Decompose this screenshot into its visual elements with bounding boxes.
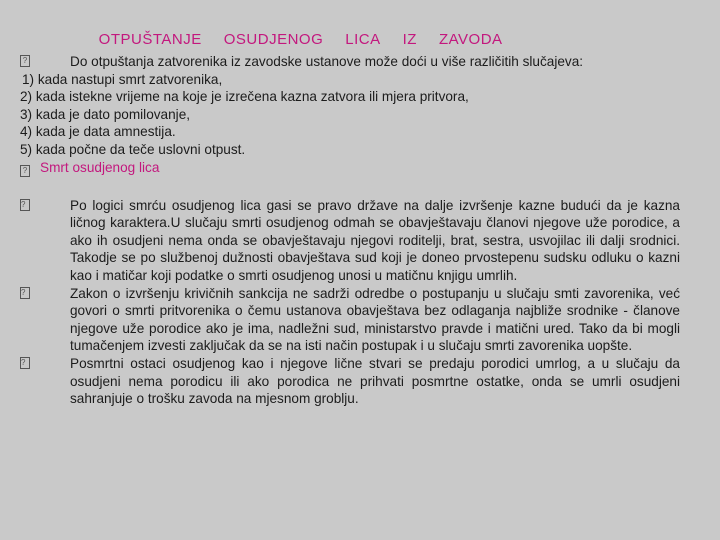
title-word: IZ [402, 31, 417, 48]
case-item: 2) kada istekne vrijeme na koje je izrečena kazna zatvora ili mjera pritvora, [20, 89, 469, 105]
case-item: 3) kada je dato pomilovanje, [20, 106, 191, 122]
intro-text: Do otpuštanja zatvorenika iz zavodske ustanove može doći u više različitih slučajeva: [70, 54, 584, 69]
paragraph-item [20, 197, 680, 285]
bullet-icon: ? [20, 287, 30, 299]
paragraph-text: Po logici smrću osudjenog lica gasi se pravo države na dalje izvršenje kazne budući da je kazna ličnog karaktera.U slučaju smrti osudjenog odmah se obavještavaju članovi njegove uže porodice, a ako ih osudjeni nema onda se obavještavaju njegovi roditelji, brat, sestra, usvojilac ili dalji srodnici. Takodje se po službenoj dužnosti obavještava sud koji je doneo prvostepenu sudsku odluku o kazni kao i matičar koji podatke o smrti osudjenog unosi u matičnu knjigu umrlih. [70, 197, 680, 283]
paragraph-item [20, 285, 680, 355]
subheading-item [20, 159, 680, 177]
spacer [20, 177, 680, 197]
bullet-icon: ? [20, 199, 30, 211]
title-word: LICA [345, 31, 381, 48]
paragraph-text: Zakon o izvršenju krivičnih sankcija ne sadrži odredbe o postupanju u slučaju smti zavorenika, već govori o smrti pritvorenika o čemu ustanova obavještava bez odlaganja najbliže srodnike - članove njegove uže porodice ako je ima, nadležni sud, ministarstvo pravde i matični ured. Tako da bi mogli tumačenjem izvesti zaključak da se na isti način postupak i u slučaju smrti zavorenika uopšte. [70, 285, 680, 354]
intro-item [20, 53, 680, 71]
bullet-icon: ? [20, 165, 30, 177]
slide-content [20, 53, 680, 408]
case-item: 4) kada je data amnestija. [20, 124, 176, 140]
title-word: OSUDJENOG [223, 31, 324, 48]
bullet-icon: ? [20, 357, 30, 369]
paragraph-text: Posmrtni ostaci osudjenog kao i njegove lične stvari se predaju porodici umrlog, a u slučaju da osudjeni nema porodicu ili ako porodica ne prihvati posmrtne ostatke, onda se umrli osudjeni sahranjuje o trošku zavoda na mjesnom groblju. [70, 355, 680, 407]
case-item: 1) kada nastupi smrt zatvorenika, [22, 71, 223, 87]
bullet-icon: ? [20, 55, 30, 67]
title-word: ZAVODA [438, 31, 503, 48]
subheading: Smrt osudjenog lica [40, 159, 160, 175]
case-item: 5) kada počne da teče uslovni otpust. [20, 141, 246, 157]
paragraph-item [20, 355, 680, 408]
title-word: OTPUŠTANJE [98, 31, 202, 48]
